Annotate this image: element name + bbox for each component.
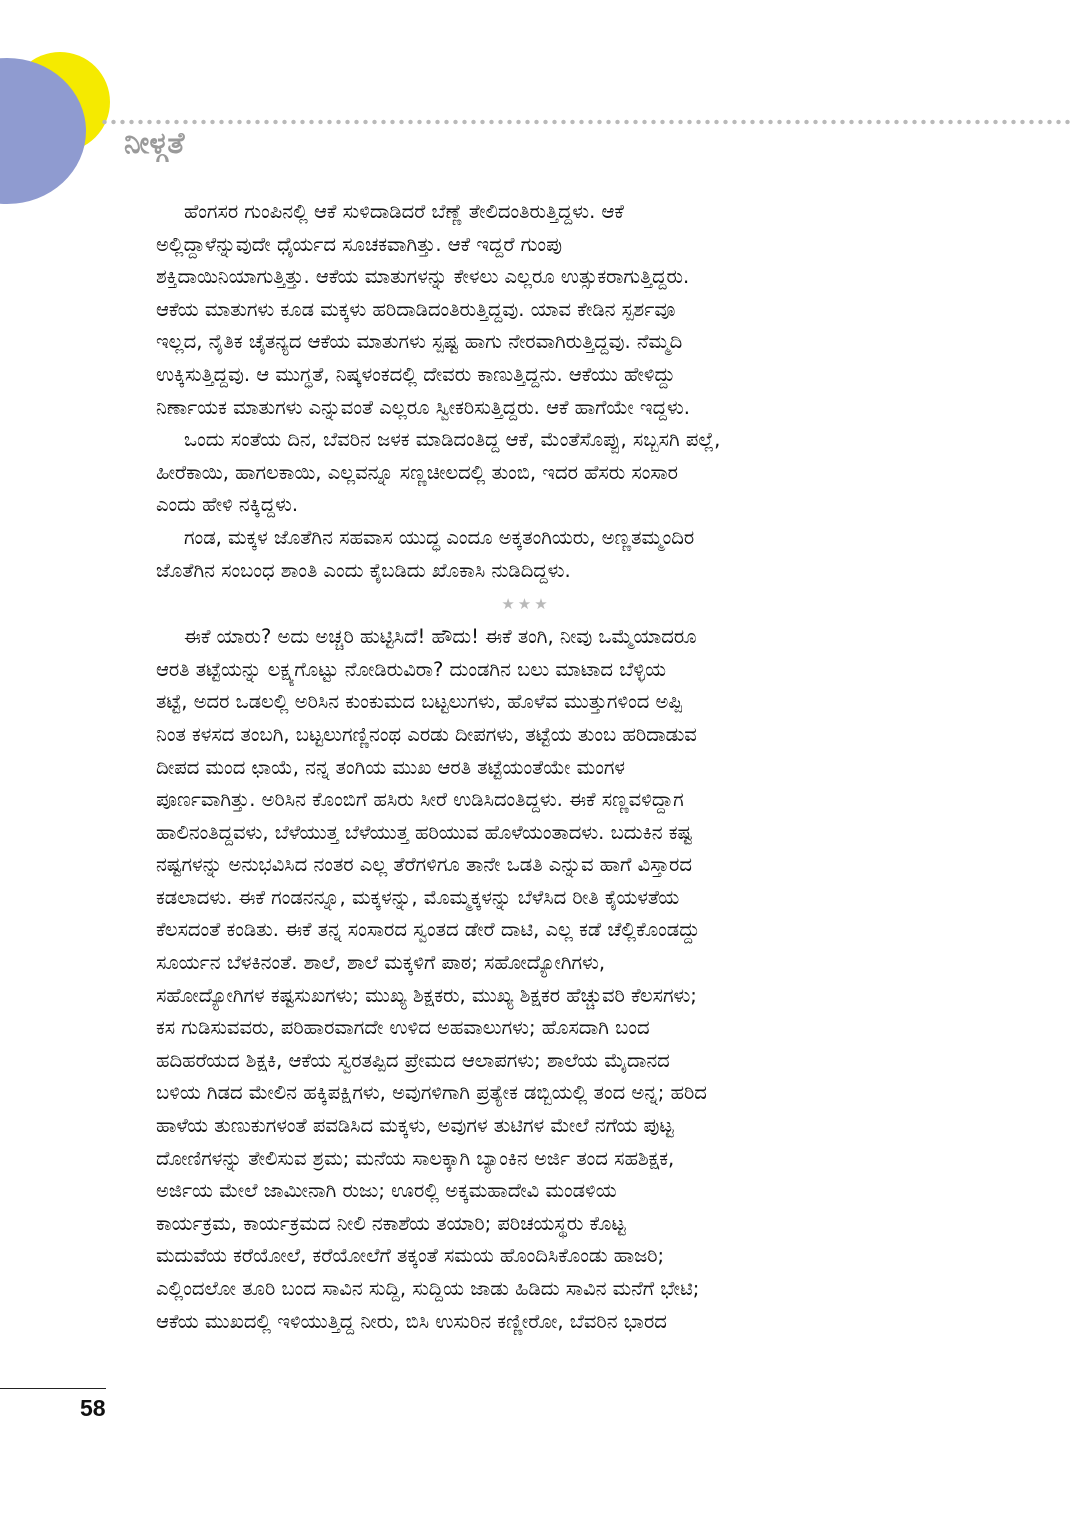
text-line: ನಿಂತ ಕಳಸದ ತಂಬಗಿ, ಬಟ್ಟಲುಗಣ್ಣಿನಂಥ ಎರಡು ದೀಪಗಳು, ತಟ್ಟೆಯ ತುಂಬ ಹರಿದಾಡುವ — [156, 722, 697, 746]
text-line: ದೋಣಿಗಳನ್ನು ತೇಲಿಸುವ ಶ್ರಮ; ಮನೆಯ ಸಾಲಕ್ಕಾಗಿ ಬ್ಯಾಂಕಿನ ಅರ್ಜಿ ತಂದ ಸಹಶಿಕ್ಷಕ, — [156, 1146, 675, 1170]
text-line: ಜೊತೆಗಿನ ಸಂಬಂಧ ಶಾಂತಿ ಎಂದು ಕೈಬಡಿದು ಖೊಕಾಸಿ ನುಡಿದಿದ್ದಳು. — [156, 558, 571, 582]
text-line: ಹಾಲಿನಂತಿದ್ದವಳು, ಬೆಳೆಯುತ್ತ ಬೆಳೆಯುತ್ತ ಹರಿಯುವ ಹೊಳೆಯಂತಾದಳು. ಬದುಕಿನ ಕಷ್ಟ — [156, 820, 693, 844]
paragraph-4 — [156, 621, 896, 1371]
text-line: ಶಕ್ತಿದಾಯಿನಿಯಾಗುತ್ತಿತ್ತು. ಆಕೆಯ ಮಾತುಗಳನ್ನು ಕೇಳಲು ಎಲ್ಲರೂ ಉತ್ಸುಕರಾಗುತ್ತಿದ್ದರು. — [156, 265, 690, 289]
text-line: ಇಲ್ಲದ, ನೈತಿಕ ಚೈತನ್ಯದ ಆಕೆಯ ಮಾತುಗಳು ಸ್ಪಷ್ಟ ಹಾಗು ನೇರವಾಗಿರುತ್ತಿದ್ದವು. ನೆಮ್ಮದಿ — [156, 330, 683, 354]
text-line: ತಟ್ಟೆ, ಅದರ ಒಡಲಲ್ಲಿ ಅರಿಸಿನ ಕುಂಕುಮದ ಬಟ್ಟಲುಗಳು, ಹೊಳೆವ ಮುತ್ತುಗಳಿಂದ ಅಪ್ಪಿ — [156, 690, 683, 714]
text-line: ದೀಪದ ಮಂದ ಛಾಯೆ, ನನ್ನ ತಂಗಿಯ ಮುಖ ಆರತಿ ತಟ್ಟೆಯಂತೆಯೇ ಮಂಗಳ — [156, 755, 625, 779]
paragraph-1 — [156, 196, 896, 424]
paragraph-3 — [156, 522, 896, 587]
text-line: ಹೆಂಗಸರ ಗುಂಪಿನಲ್ಲಿ ಆಕೆ ಸುಳಿದಾಡಿದರೆ ಬೆಣ್ಣೆ ತೇಲಿದಂತಿರುತ್ತಿದ್ದಳು. ಆಕೆ — [184, 200, 624, 223]
section-title: ನೀಳ್ಗತೆ — [124, 126, 185, 161]
article-body — [156, 196, 896, 1371]
dotted-header-rule — [100, 119, 1072, 125]
page-number: 58 — [80, 1395, 106, 1421]
text-line: ಆಕೆಯ ಮಾತುಗಳು ಕೂಡ ಮಕ್ಕಳು ಹರಿದಾಡಿದಂತಿರುತ್ತಿದ್ದವು. ಯಾವ ಕೇಡಿನ ಸ್ಪರ್ಶವೂ — [156, 297, 676, 321]
text-line: ಸಹೋದ್ಯೋಗಿಗಳ ಕಷ್ಟಸುಖಗಳು; ಮುಖ್ಯ ಶಿಕ್ಷಕರು, ಮುಖ್ಯ ಶಿಕ್ಷಕರ ಹೆಚ್ಚುವರಿ ಕೆಲಸಗಳು; — [156, 983, 697, 1007]
text-line: ಆರತಿ ತಟ್ಟೆಯನ್ನು ಲಕ್ಷ್ಯಗೊಟ್ಟು ನೋಡಿರುವಿರಾ? ದುಂಡಗಿನ ಬಲು ಮಾಟಾದ ಬೆಳ್ಳಿಯ — [156, 657, 667, 681]
paragraph-2 — [156, 424, 896, 522]
text-line: ಅರ್ಜಿಯ ಮೇಲೆ ಜಾಮೀನಾಗಿ ರುಜು; ಊರಲ್ಲಿ ಅಕ್ಕಮಹಾದೇವಿ ಮಂಡಳಿಯ — [156, 1179, 617, 1203]
text-line: ಅಲ್ಲಿದ್ದಾಳೆನ್ನುವುದೇ ಧೈರ್ಯದ ಸೂಚಕವಾಗಿತ್ತು. ಆಕೆ ಇದ್ದರೆ ಗುಂಪು — [156, 232, 562, 256]
text-line: ಉಕ್ಕಿಸುತ್ತಿದ್ದವು. ಆ ಮುಗ್ಧತೆ, ನಿಷ್ಕಳಂಕದಲ್ಲಿ ದೇವರು ಕಾಣುತ್ತಿದ್ದನು. ಆಕೆಯು ಹೇಳಿದ್ದು — [156, 362, 676, 386]
text-line: ಆಕೆಯ ಮುಖದಲ್ಲಿ ಇಳಿಯುತ್ತಿದ್ದ ನೀರು, ಬಿಸಿ ಉಸುರಿನ ಕಣ್ಣೀರೋ, ಬೆವರಿನ ಭಾರದ — [156, 1309, 667, 1333]
text-line: ಮದುವೆಯ ಕರೆಯೋಲೆ, ಕರೆಯೋಲೆಗೆ ತಕ್ಕಂತೆ ಸಮಯ ಹೊಂದಿಸಿಕೊಂಡು ಹಾಜರಿ; — [156, 1244, 665, 1268]
text-line: ಕೆಲಸದಂತೆ ಕಂಡಿತು. ಈಕೆ ತನ್ನ ಸಂಸಾರದ ಸ್ವಂತದ ಡೇರೆ ದಾಟಿ, ಎಲ್ಲ ಕಡೆ ಚೆಲ್ಲಿಕೊಂಡದ್ದು — [156, 918, 700, 942]
text-line: ಸೂರ್ಯನ ಬೆಳಕಿನಂತೆ. ಶಾಲೆ, ಶಾಲೆ ಮಕ್ಕಳಿಗೆ ಪಾಠ; ಸಹೋದ್ಯೋಗಿಗಳು, — [156, 951, 606, 975]
text-line: ಹದಿಹರೆಯದ ಶಿಕ್ಷಕಿ, ಆಕೆಯ ಸ್ವರತಪ್ಪಿದ ಪ್ರೇಮದ ಆಲಾಪಗಳು; ಶಾಲೆಯ ಮೈದಾನದ — [156, 1048, 670, 1072]
text-line: ಎಂದು ಹೇಳಿ ನಕ್ಕಿದ್ದಳು. — [156, 493, 299, 517]
text-line: ಎಲ್ಲಿಂದಲೋ ತೂರಿ ಬಂದ ಸಾವಿನ ಸುದ್ದಿ, ಸುದ್ದಿಯ ಜಾಡು ಹಿಡಿದು ಸಾವಿನ ಮನೆಗೆ ಭೇಟಿ; — [156, 1277, 700, 1300]
text-line: ಹಾಳೆಯ ತುಣುಕುಗಳಂತೆ ಪವಡಿಸಿದ ಮಕ್ಕಳು, ಅವುಗಳ ತುಟಿಗಳ ಮೇಲೆ ನಗೆಯ ಪುಟ್ಟ — [156, 1114, 674, 1138]
text-line: ಒಂದು ಸಂತೆಯ ದಿನ, ಬೆವರಿನ ಜಳಕ ಮಾಡಿದಂತಿದ್ದ ಆಕೆ, ಮೆಂತೆಸೊಪ್ಪು, ಸಬ್ಬಸಗಿ ಪಲ್ಲೆ, — [184, 428, 721, 452]
text-line: ಗಂಡ, ಮಕ್ಕಳ ಜೊತೆಗಿನ ಸಹವಾಸ ಯುದ್ಧ ಎಂದೂ ಅಕ್ಕತಂಗಿಯರು, ಅಣ್ಣತಮ್ಮಂದಿರ — [184, 525, 695, 549]
footer-rule — [0, 1388, 106, 1389]
text-line: ನಷ್ಟಗಳನ್ನು ಅನುಭವಿಸಿದ ನಂತರ ಎಲ್ಲ ತೆರೆಗಳಿಗೂ ತಾನೇ ಒಡತಿ ಎನ್ನುವ ಹಾಗೆ ವಿಸ್ತಾರದ — [156, 853, 692, 877]
text-line: ಹೀರೆಕಾಯಿ, ಹಾಗಲಕಾಯಿ, ಎಲ್ಲವನ್ನೂ ಸಣ್ಣಚೀಲದಲ್ಲಿ ತುಂಬಿ, ಇದರ ಹೆಸರು ಸಂಸಾರ — [156, 460, 678, 484]
text-line: ಪೂರ್ಣವಾಗಿತ್ತು. ಅರಿಸಿನ ಕೊಂಬಿಗೆ ಹಸಿರು ಸೀರೆ ಉಡಿಸಿದಂತಿದ್ದಳು. ಈಕೆ ಸಣ್ಣವಳಿದ್ದಾಗ — [156, 788, 684, 812]
text-line: ಕಸ ಗುಡಿಸುವವರು, ಪರಿಹಾರವಾಗದೇ ಉಳಿದ ಅಹವಾಲುಗಳು; ಹೊಸದಾಗಿ ಬಂದ — [156, 1016, 650, 1040]
section-separator: ★★★ — [501, 595, 551, 614]
text-line: ಕಾರ್ಯಕ್ರಮ, ಕಾರ್ಯಕ್ರಮದ ನೀಲಿ ನಕಾಶೆಯ ತಯಾರಿ; ಪರಿಚಯಸ್ಥರು ಕೊಟ್ಟ — [156, 1211, 626, 1235]
text-line: ನಿರ್ಣಾಯಕ ಮಾತುಗಳು ಎನ್ನುವಂತೆ ಎಲ್ಲರೂ ಸ್ವೀಕರಿಸುತ್ತಿದ್ದರು. ಆಕೆ ಹಾಗೆಯೇ ಇದ್ದಳು. — [156, 395, 690, 419]
text-line: ಈಕೆ ಯಾರು? ಅದು ಅಚ್ಚರಿ ಹುಟ್ಟಿಸಿದೆ! ಹೌದು! ಈಕೆ ತಂಗಿ, ನೀವು ಒಮ್ಮೆಯಾದರೂ — [184, 625, 697, 649]
text-line: ಕಡಲಾದಳು. ಈಕೆ ಗಂಡನನ್ನೂ, ಮಕ್ಕಳನ್ನು, ಮೊಮ್ಮಕ್ಕಳನ್ನು ಬೆಳೆಸಿದ ರೀತಿ ಕೈಯಳತೆಯ — [156, 885, 680, 909]
text-line — [156, 1338, 896, 1371]
text-line: ಬಳಿಯ ಗಿಡದ ಮೇಲಿನ ಹಕ್ಕಿಪಕ್ಷಿಗಳು, ಅವುಗಳಿಗಾಗಿ ಪ್ರತ್ಯೇಕ ಡಬ್ಬಿಯಲ್ಲಿ ತಂದ ಅನ್ನ; ಹರಿದ — [156, 1081, 707, 1105]
